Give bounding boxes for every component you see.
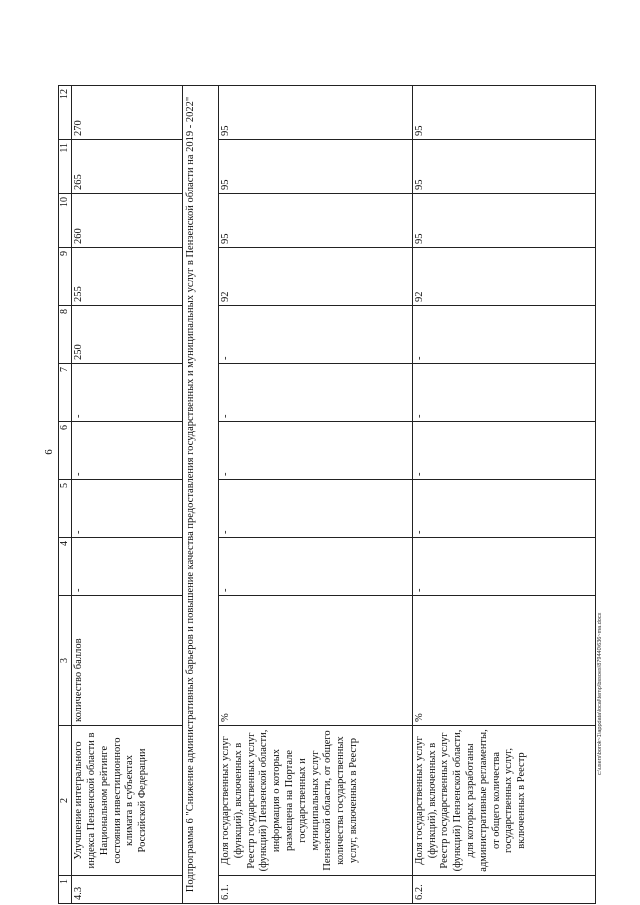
value-cell: - [219,364,413,422]
value-cell: 255 [72,248,183,306]
row-number: 4.3 [72,876,183,904]
value-cell: 260 [72,194,183,248]
column-header: 11 [59,140,72,194]
value-cell: - [412,480,595,538]
value-cell: 95 [412,86,595,140]
table-row [72,86,183,904]
indicator-name: Доля государственных услуг (функций), включенных в Реестр государственных услуг (функций) Пензенской области, информация о которых размещена на Портале государственных и муниципальных услуг Пензенской области, от общего количества государственных услуг, включенных в Реестр [219,726,413,876]
value-cell: - [72,422,183,480]
value-cell: - [412,422,595,480]
value-cell: 270 [72,86,183,140]
value-cell: - [412,364,595,422]
value-cell: - [219,480,413,538]
footer-file-path: c:\users\borok~1\appdata\local\temp\bssoes\879440\636~ma.docx [597,612,603,775]
value-cell: - [219,538,413,596]
value-cell: 95 [412,140,595,194]
value-cell: - [72,364,183,422]
column-header: 12 [59,86,72,140]
subprogram-row [182,86,218,904]
column-header: 5 [59,480,72,538]
value-cell: 95 [412,194,595,248]
unit-cell: % [219,596,413,726]
column-header: 9 [59,248,72,306]
value-cell: 92 [412,248,595,306]
subprogram-title: Подпрограмма 6 "Снижение административных барьеров и повышение качества предоставления государственных и муниципальных услуг в Пензенской области на 2019 - 2022" [182,86,218,904]
value-cell: - [72,480,183,538]
value-cell: 92 [219,248,413,306]
value-cell: 95 [219,140,413,194]
indicator-name: Доля государственных услуг (функций), включенных в Реестр государственных услуг (функций) Пензенской области, для которых разработаны административные регламенты, от общего количества государственных услуг, включенных в Реестр [412,726,595,876]
column-header: 7 [59,364,72,422]
column-header: 3 [59,596,72,726]
page-number: 6 [43,449,55,455]
value-cell: 95 [219,86,413,140]
value-cell: - [412,538,595,596]
table-row [219,86,413,904]
unit-cell: количество баллов [72,596,183,726]
row-number: 6.2. [412,876,595,904]
value-cell: - [219,422,413,480]
indicators-table [58,85,596,904]
value-cell: 95 [219,194,413,248]
row-number: 6.1. [219,876,413,904]
indicators-table-rotated [58,86,596,904]
value-cell: 250 [72,306,183,364]
column-header: 6 [59,422,72,480]
value-cell: - [412,306,595,364]
column-header: 4 [59,538,72,596]
value-cell: - [72,538,183,596]
table-row [412,86,595,904]
indicator-name: Улучшение интегрального индекса Пензенской области в Национальном рейтинге состояния инвестиционного климата в субъектах Российской Федерации [72,726,183,876]
header-row [59,86,72,904]
column-header: 2 [59,726,72,876]
value-cell: 265 [72,140,183,194]
value-cell: - [219,306,413,364]
unit-cell: % [412,596,595,726]
column-header: 1 [59,876,72,904]
column-header: 8 [59,306,72,364]
column-header: 10 [59,194,72,248]
